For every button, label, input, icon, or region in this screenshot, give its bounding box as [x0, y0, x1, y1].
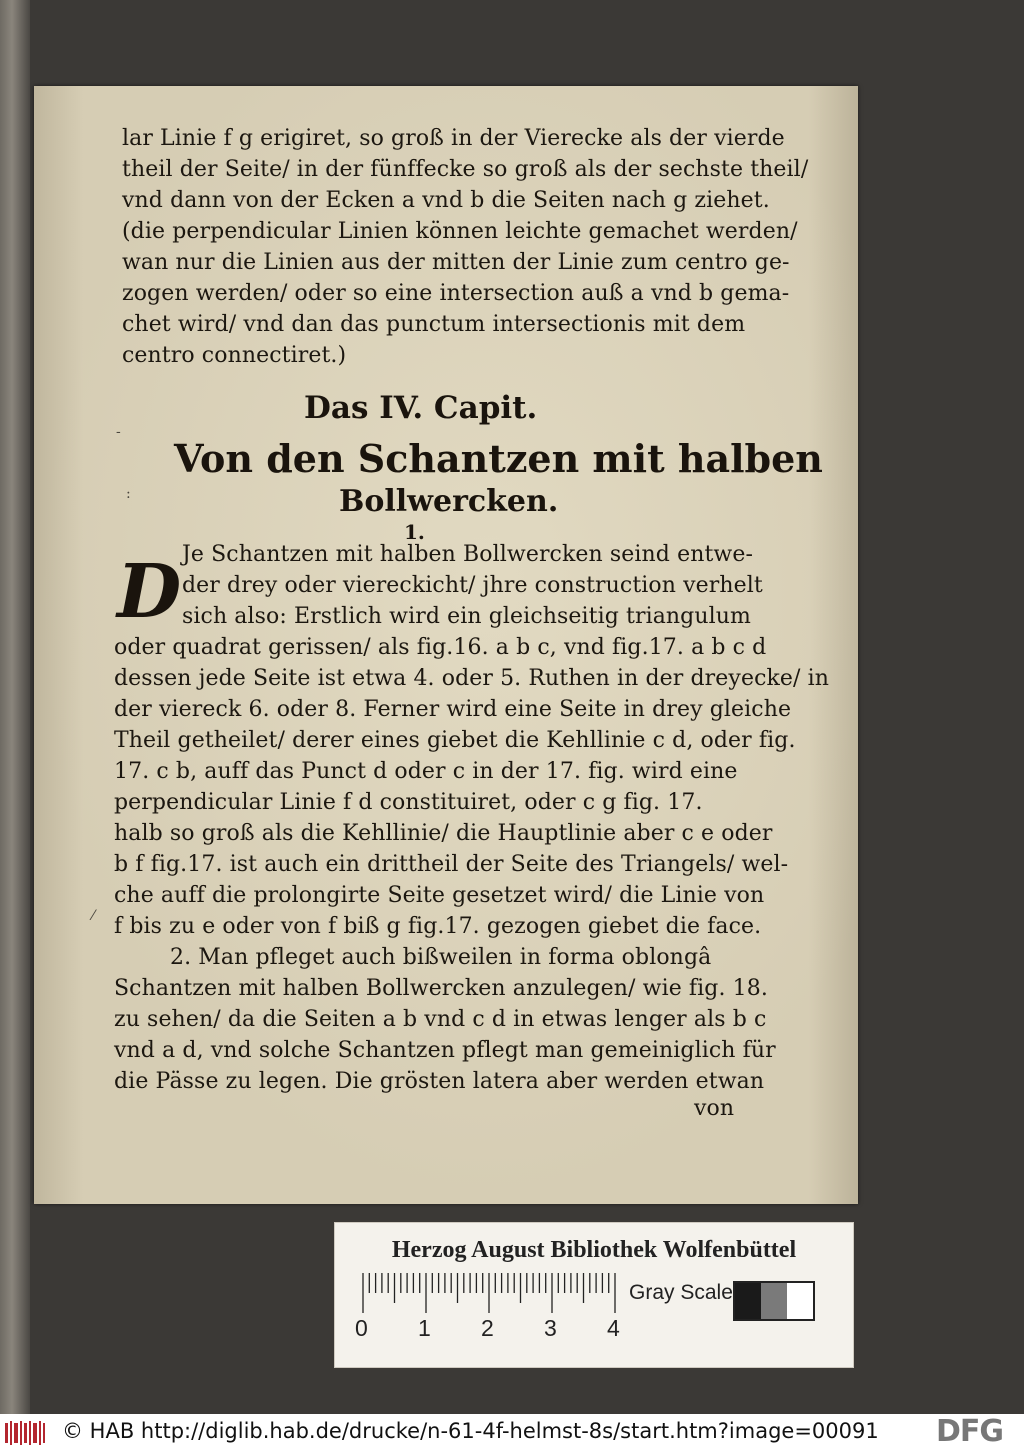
text-line: halb so groß als die Kehllinie/ die Hauptlinie aber c e oder — [114, 821, 773, 846]
ruler-number: 3 — [544, 1315, 557, 1341]
ruler-scale — [359, 1271, 621, 1315]
text-line: (die perpendicular Linien können leichte gemachet werden/ — [122, 219, 798, 244]
text-line: zogen werden/ oder so eine intersection auß a vnd b gema- — [122, 281, 790, 306]
margin-mark: : — [126, 486, 131, 502]
gray-swatch-dark — [735, 1283, 761, 1319]
text-line: chet wird/ vnd dan das punctum intersectionis mit dem — [122, 312, 746, 337]
text-line: perpendicular Linie f d constituiret, oder c g fig. 17. — [114, 790, 703, 815]
text-line: die Pässe zu legen. Die grösten latera aber werden etwan — [114, 1069, 765, 1094]
color-reference-card — [334, 1222, 854, 1368]
chapter-heading: Das IV. Capit. — [304, 390, 538, 426]
gray-swatch-mid — [761, 1283, 787, 1319]
text-line: vnd a d, vnd solche Schantzen pflegt man gemeiniglich für — [114, 1038, 776, 1063]
dfg-logo: DFG — [936, 1414, 1004, 1449]
gray-swatch-light — [787, 1283, 813, 1319]
text-line: Je Schantzen mit halben Bollwercken seind entwe- — [182, 542, 753, 567]
margin-mark: ⁄ — [92, 908, 95, 924]
text-line: zu sehen/ da die Seiten a b vnd c d in etwas lenger als b c — [114, 1007, 767, 1032]
chapter-title: Von den Schantzen mit halben — [174, 436, 823, 481]
ruler-numbers — [345, 1315, 645, 1345]
text-line: wan nur die Linien aus der mitten der Linie zum centro ge- — [122, 250, 790, 275]
copyright-link[interactable]: © HAB http://diglib.hab.de/drucke/n-61-4f-helmst-8s/start.htm?image=00091 — [62, 1419, 879, 1443]
ruler-number: 0 — [355, 1315, 368, 1341]
drop-cap-initial: D — [117, 549, 182, 635]
text-line: sich also: Erstlich wird ein gleichseitig triangulum — [182, 604, 752, 629]
section-number: 1. — [404, 520, 425, 544]
book-page — [34, 86, 858, 1204]
gray-scale-label: Gray Scale — [629, 1281, 733, 1304]
text-line: dessen jede Seite ist etwa 4. oder 5. Ruthen in der dreyecke/ in — [114, 666, 830, 691]
chapter-title-continued: Bollwercken. — [339, 484, 559, 519]
catchword: von — [694, 1096, 735, 1121]
text-line: 17. c b, auff das Punct d oder c in der 17. fig. wird eine — [114, 759, 738, 784]
text-line: Schantzen mit halben Bollwercken anzulegen/ wie fig. 18. — [114, 976, 768, 1001]
text-line: vnd dann von der Ecken a vnd b die Seiten nach g ziehet. — [122, 188, 770, 213]
text-line: theil der Seite/ in der fünffecke so groß als der sechste theil/ — [122, 157, 809, 182]
text-line: lar Linie f g erigiret, so groß in der Vierecke als der vierde — [122, 126, 785, 151]
text-line: der drey oder viereckicht/ jhre construction verhelt — [182, 573, 763, 598]
margin-mark: - — [116, 424, 121, 440]
text-line: b f fig.17. ist auch ein drittheil der Seite des Triangels/ wel- — [114, 852, 789, 877]
ruler-number: 2 — [481, 1315, 494, 1341]
footer-bar — [0, 1414, 1024, 1451]
ruler-number: 4 — [607, 1315, 620, 1341]
text-line: f bis zu e oder von f biß g fig.17. gezogen giebet die face. — [114, 914, 762, 939]
text-line: 2. Man pfleget auch bißweilen in forma oblongâ — [170, 945, 712, 970]
text-line: oder quadrat gerissen/ als fig.16. a b c, vnd fig.17. a b c d — [114, 635, 767, 660]
text-line: der viereck 6. oder 8. Ferner wird eine Seite in drey gleiche — [114, 697, 792, 722]
card-title: Herzog August Bibliothek Wolfenbüttel — [391, 1237, 797, 1263]
gray-scale-swatches — [733, 1281, 815, 1321]
text-line: centro connectiret.) — [122, 343, 347, 368]
text-line: che auff die prolongirte Seite gesetzet wird/ die Linie von — [114, 883, 765, 908]
ruler-number: 1 — [418, 1315, 431, 1341]
barcode-icon — [4, 1420, 46, 1446]
adjacent-page-edge — [0, 0, 30, 1414]
text-line: Theil getheilet/ derer eines giebet die Kehllinie c d, oder fig. — [114, 728, 796, 753]
